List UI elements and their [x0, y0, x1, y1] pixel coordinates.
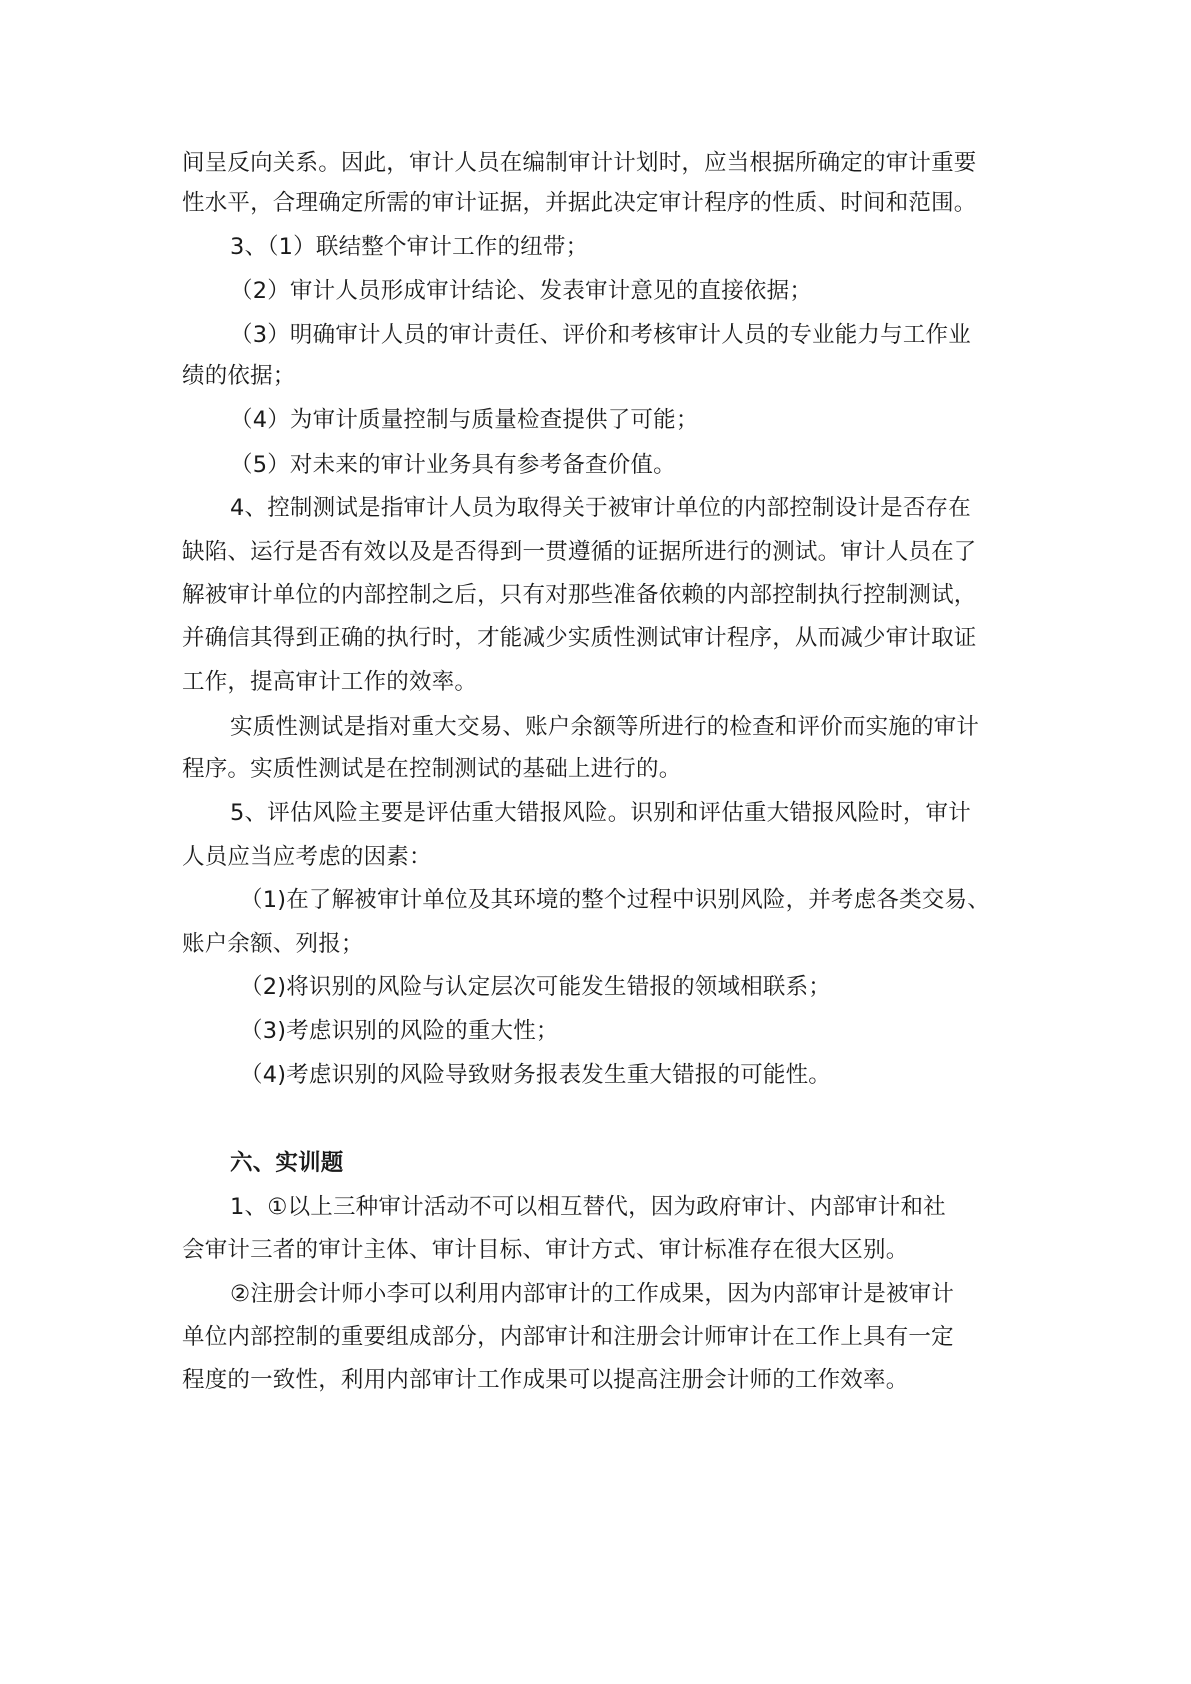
section-heading: 六、实训题 — [230, 1150, 344, 1176]
text-line: 程序。实质性测试是在控制测试的基础上进行的。 — [182, 756, 682, 782]
text-line: 实质性测试是指对重大交易、账户余额等所进行的检查和评价而实施的审计 — [230, 714, 980, 740]
text-line: 程度的一致性，利用内部审计工作成果可以提高注册会计师的工作效率。 — [182, 1367, 909, 1393]
text-line: （1)在了解被审计单位及其环境的整个过程中识别风险，并考虑各类交易、 — [240, 887, 990, 913]
text-line: 人员应当应考虑的因素： — [182, 844, 432, 870]
text-line: （4）为审计质量控制与质量检查提供了可能； — [230, 407, 699, 433]
text-line: 3、（1）联结整个审计工作的纽带； — [230, 234, 589, 260]
text-line: 5、评估风险主要是评估重大错报风险。识别和评估重大错报风险时，审计 — [230, 800, 971, 826]
text-line: 解被审计单位的内部控制之后，只有对那些准备依赖的内部控制执行控制测试， — [182, 582, 977, 608]
text-line: （2）审计人员形成审计结论、发表审计意见的直接依据； — [230, 278, 813, 304]
text-line: （3)考虑识别的风险的重大性； — [240, 1018, 559, 1044]
text-line: 会审计三者的审计主体、审计目标、审计方式、审计标准存在很大区别。 — [182, 1237, 909, 1263]
text-line: ②注册会计师小李可以利用内部审计的工作成果，因为内部审计是被审计 — [230, 1281, 955, 1307]
text-line: 性水平，合理确定所需的审计证据，并据此决定审计程序的性质、时间和范围。 — [182, 190, 977, 216]
text-line: （3）明确审计人员的审计责任、评价和考核审计人员的专业能力与工作业 — [230, 322, 971, 348]
text-line: 间呈反向关系。因此，审计人员在编制审计计划时，应当根据所确定的审计重要 — [182, 150, 977, 176]
text-line: 单位内部控制的重要组成部分，内部审计和注册会计师审计在工作上具有一定 — [182, 1324, 954, 1350]
text-line: （5）对未来的审计业务具有参考备查价值。 — [230, 452, 676, 478]
text-line: 并确信其得到正确的执行时，才能减少实质性测试审计程序，从而减少审计取证 — [182, 625, 977, 651]
text-line: 4、控制测试是指审计人员为取得关于被审计单位的内部控制设计是否存在 — [230, 495, 971, 521]
text-line: 账户余额、列报； — [182, 931, 364, 957]
text-line: （2)将识别的风险与认定层次可能发生错报的领域相联系； — [240, 974, 831, 1000]
text-line: 绩的依据； — [182, 363, 296, 389]
text-line: 缺陷、运行是否有效以及是否得到一贯遵循的证据所进行的测试。审计人员在了 — [182, 539, 977, 565]
text-line: 工作，提高审计工作的效率。 — [182, 669, 478, 695]
text-line: （4)考虑识别的风险导致财务报表发生重大错报的可能性。 — [240, 1062, 831, 1088]
text-line: 1、①以上三种审计活动不可以相互替代，因为政府审计、内部审计和社 — [230, 1194, 946, 1220]
